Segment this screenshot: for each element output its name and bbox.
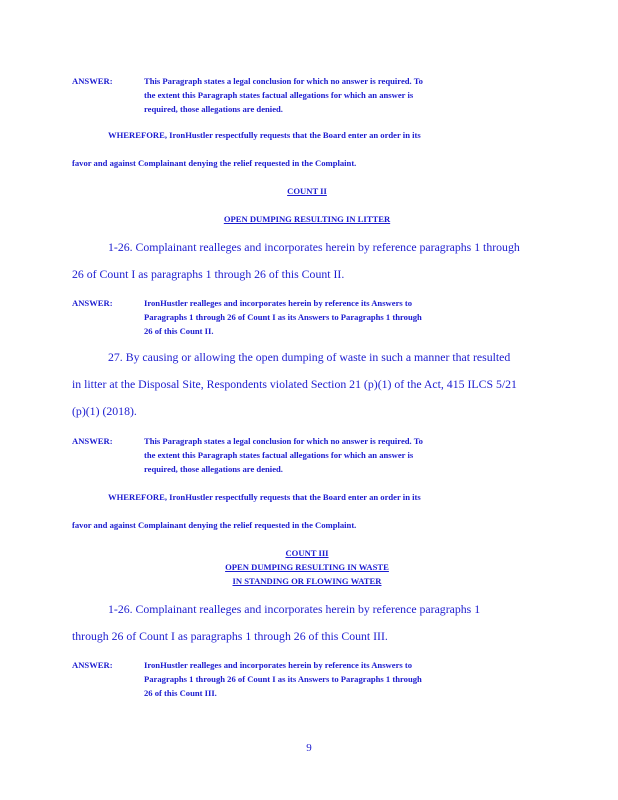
count-subtitle: OPEN DUMPING RESULTING IN WASTE [225,562,389,572]
wherefore-line: favor and against Complainant denying the relief requested in the Complaint. [72,158,357,168]
wherefore-block-1 [72,128,542,170]
answer-block-2 [72,296,542,338]
realleges-paragraph [72,234,542,288]
paragraph-line: in litter at the Disposal Site, Respondents violated Section 21 (p)(1) of the Act, 415 ILCS 5/21 [72,377,517,391]
answer-line: the extent this Paragraph states factual allegations for which an answer is [144,450,414,460]
wherefore-line: WHEREFORE, IronHustler respectfully requests that the Board enter an order in its [108,130,421,140]
count-subtitle: IN STANDING OR FLOWING WATER [232,576,382,586]
paragraph-line: (p)(1) (2018). [72,404,137,418]
answer-line: Paragraphs 1 through 26 of Count I as its Answers to Paragraphs 1 through [144,674,422,684]
answer-line: IronHustler realleges and incorporates herein by reference its Answers to [144,660,413,670]
answer-line: This Paragraph states a legal conclusion for which no answer is required. To [144,436,423,446]
count-title: COUNT III [285,548,329,558]
count-subheading [72,560,542,588]
answer-block-1 [72,74,542,116]
count-title: COUNT II [287,186,327,196]
answer-label: ANSWER: [72,298,113,308]
answer-text [144,658,542,700]
answer-line: the extent this Paragraph states factual allegations for which an answer is [144,90,414,100]
count-heading [72,184,542,198]
answer-line: 26 of this Count II. [144,326,214,336]
count-subtitle: OPEN DUMPING RESULTING IN LITTER [223,214,391,224]
wherefore-line: favor and against Complainant denying the relief requested in the Complaint. [72,520,357,530]
answer-text [144,74,542,116]
answer-line: required, those allegations are denied. [144,104,283,114]
answer-line: Paragraphs 1 through 26 of Count I as its Answers to Paragraphs 1 through [144,312,422,322]
answer-label: ANSWER: [72,76,113,86]
answer-text [144,296,542,338]
paragraph-line: through 26 of Count I as paragraphs 1 through 26 of this Count III. [72,629,388,643]
answer-block-3 [72,434,542,476]
paragraph-line: 26 of Count I as paragraphs 1 through 26 of this Count II. [72,267,345,281]
wherefore-line: WHEREFORE, IronHustler respectfully requests that the Board enter an order in its [108,492,421,502]
answer-label: ANSWER: [72,660,113,670]
wherefore-block-2 [72,490,542,532]
paragraph-line: 27. By causing or allowing the open dumping of waste in such a manner that resulted [108,350,511,364]
answer-text [144,434,542,476]
paragraph-27 [72,344,542,425]
paragraph-line: 1-26. Complainant realleges and incorporates herein by reference paragraphs 1 [108,602,481,616]
page-number: 9 [306,742,312,754]
answer-label: ANSWER: [72,436,113,446]
count-subheading [72,212,542,226]
answer-line: This Paragraph states a legal conclusion for which no answer is required. To [144,76,423,86]
answer-line: 26 of this Count III. [144,688,217,698]
answer-line: IronHustler realleges and incorporates herein by reference its Answers to [144,298,413,308]
paragraph-line: 1-26. Complainant realleges and incorporates herein by reference paragraphs 1 through [108,240,520,254]
count-heading [72,546,542,560]
answer-line: required, those allegations are denied. [144,464,283,474]
answer-block-4 [72,658,542,700]
realleges-paragraph [72,596,542,650]
